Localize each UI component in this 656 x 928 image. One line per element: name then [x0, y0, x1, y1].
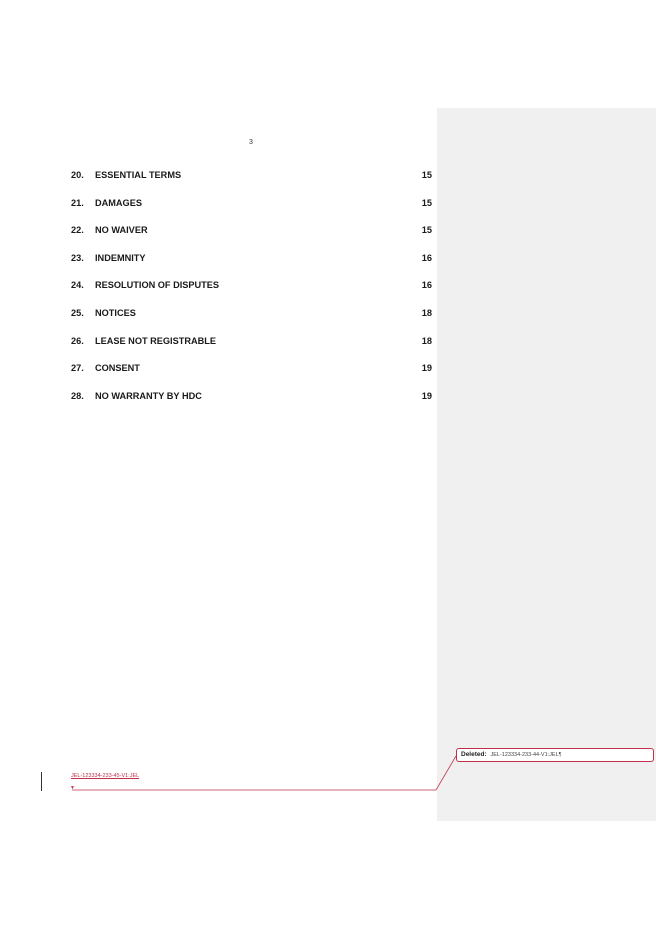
toc-entry-page: 18 — [421, 335, 432, 346]
toc-entry[interactable] — [71, 249, 432, 277]
toc-entry-page: 15 — [421, 197, 432, 208]
toc-entry-number: 24. — [71, 280, 84, 291]
toc-entry-number: 21. — [71, 197, 84, 208]
toc-entry[interactable] — [71, 304, 432, 332]
toc-entry-title: ESSENTIAL TERMS — [95, 170, 182, 180]
deleted-comment-balloon[interactable] — [456, 748, 654, 762]
toc-entry-title: RESOLUTION OF DISPUTES — [95, 280, 220, 291]
markup-pane — [437, 108, 656, 821]
revision-anchor-icon[interactable]: ▼ — [70, 785, 75, 791]
toc-entry-page: 15 — [421, 225, 432, 236]
toc-entry-page: 19 — [421, 363, 432, 374]
comment-label: Deleted: — [461, 751, 487, 758]
toc-entry-page: 16 — [421, 280, 432, 291]
toc-entry-number: 25. — [71, 307, 84, 318]
toc-entry-title: DAMAGES — [95, 197, 142, 208]
footer-document-reference: JEL-123334-233-45-V1:JEL — [71, 773, 140, 779]
toc-entry[interactable] — [71, 359, 432, 387]
revision-change-bar — [41, 772, 42, 791]
toc-entry-number: 27. — [71, 363, 84, 374]
toc-entry-title: NO WAIVER — [95, 225, 148, 236]
toc-entry-title: NO WARRANTY BY HDC — [95, 390, 202, 401]
toc-entry[interactable] — [71, 194, 432, 222]
toc-entry-title: LEASE NOT REGISTRABLE — [95, 335, 216, 346]
toc-entry-number: 22. — [71, 225, 84, 236]
table-of-contents — [71, 166, 432, 414]
toc-entry-page: 15 — [421, 170, 432, 180]
toc-entry-title: CONSENT — [95, 363, 140, 374]
toc-entry-number: 28. — [71, 390, 84, 401]
toc-entry[interactable] — [71, 221, 432, 249]
toc-entry[interactable] — [71, 387, 432, 415]
toc-entry-page: 18 — [421, 307, 432, 318]
toc-entry[interactable] — [71, 332, 432, 360]
toc-entry-title: NOTICES — [95, 307, 136, 318]
toc-entry-title: INDEMNITY — [95, 252, 146, 263]
toc-entry-number: 20. — [71, 170, 84, 180]
toc-entry-page: 16 — [421, 252, 432, 263]
comment-text: JEL-123334-233-44-V1:JEL¶ — [490, 752, 562, 758]
toc-entry-number: 23. — [71, 252, 84, 263]
toc-entry[interactable] — [71, 166, 432, 194]
toc-entry[interactable] — [71, 276, 432, 304]
toc-entry-number: 26. — [71, 335, 84, 346]
page-number: 3 — [249, 139, 253, 146]
toc-entry-page: 19 — [421, 390, 432, 401]
